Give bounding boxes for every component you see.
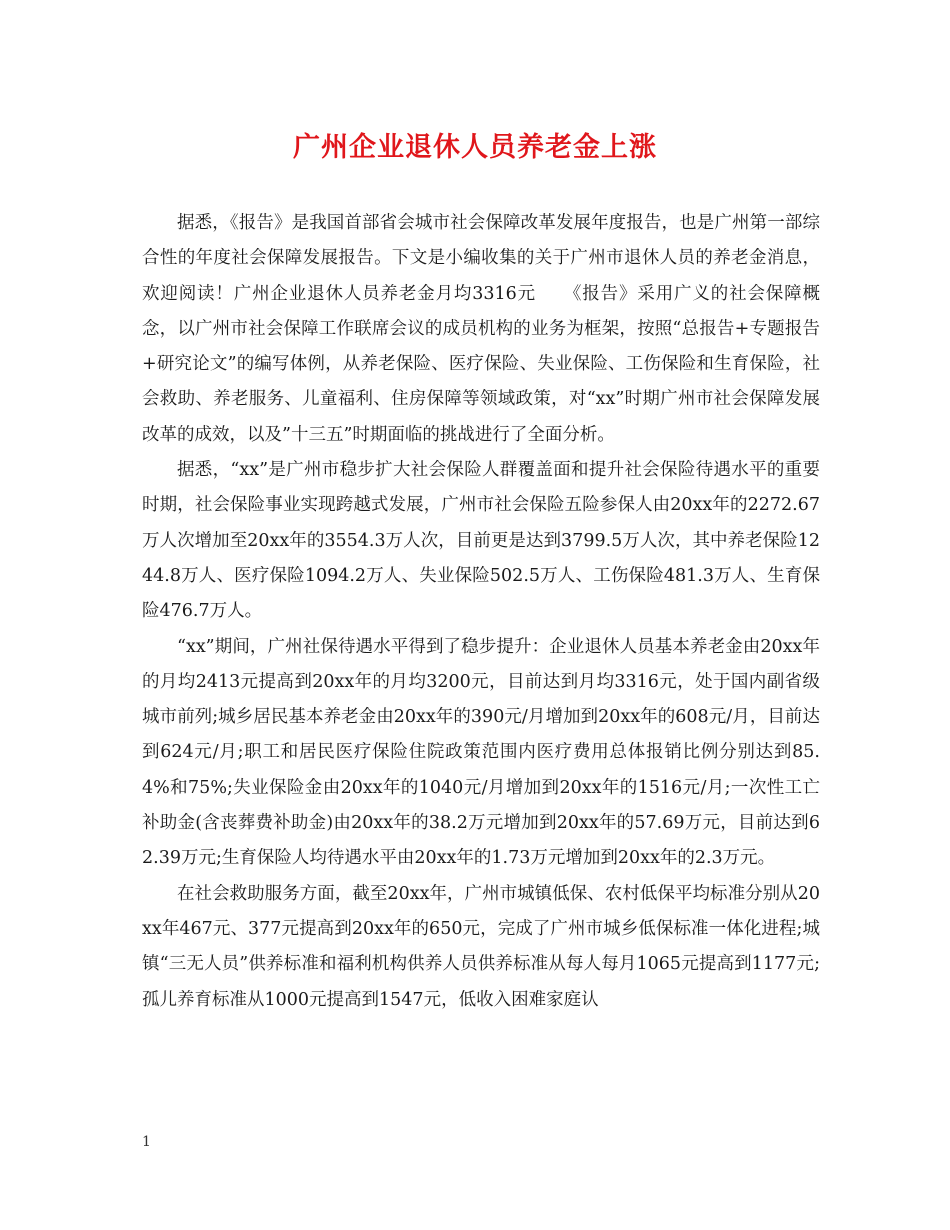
paragraph-3: “xx”期间，广州社保待遇水平得到了稳步提升：企业退休人员基本养老金由20xx年的月均2413元提高到20xx年的月均3200元，目前达到月均3316元，处于国内副省级城市前列;城乡居民基本养老金由20xx年的390元/月增加到20xx年的608元/月，目前达到624元/月;职工和居民医疗保险住院政策范围内医疗费用总体报销比例分别达到85.4%和75%;失业保险金由20xx年的1040元/月增加到20xx年的1516元/月;一次性工亡补助金(含丧葬费补助金)由20xx年的38.2万元增加到20xx年的57.69万元，目前达到62.39万元;生育保险人均待遇水平由20xx年的1.73万元增加到20xx年的2.3万元。 (142, 636, 820, 869)
document-title: 广州企业退休人员养老金上涨 (293, 132, 657, 163)
paragraph-1: 据悉，《报告》是我国首部省会城市社会保障改革发展年度报告，也是广州第一部综合性的年度社会保障发展报告。下文是小编收集的关于广州市退休人员的养老金消息，欢迎阅读！广州企业退休人员养老金月均3316元 《报告》采用广义的社会保障概念，以广州市社会保障工作联席会议的成员机构的业务为框架，按照“总报告+专题报告+研究论文”的编写体例，从养老保险、医疗保险、失业保险、工伤保险和生育保险，社会救助、养老服务、儿童福利、住房保障等领域政策，对“xx”时期广州市社会保障发展改革的成效，以及”十三五”时期面临的挑战进行了全面分析。 (142, 213, 820, 445)
paragraph-4: 在社会救助服务方面，截至20xx年，广州市城镇低保、农村低保平均标准分别从20xx年467元、377元提高到20xx年的650元，完成了广州市城乡低保标准一体化进程;城镇“三无人员”供养标准和福利机构供养人员供养标准从每人每月1065元提高到1177元;孤儿养育标准从1000元提高到1547元，低收入困难家庭认 (142, 883, 820, 1010)
paragraph-2: 据悉，“xx”是广州市稳步扩大社会保险人群覆盖面和提升社会保险待遇水平的重要时期，社会保险事业实现跨越式发展，广州市社会保险五险参保人由20xx年的2272.67万人次增加至20xx年的3554.3万人次，目前更是达到3799.5万人次，其中养老保险1244.8万人、医疗保险1094.2万人、失业保险502.5万人、工伤保险481.3万人、生育保险476.7万人。 (142, 460, 820, 622)
document-body (142, 206, 820, 1018)
page-number: 1 (142, 1134, 151, 1150)
